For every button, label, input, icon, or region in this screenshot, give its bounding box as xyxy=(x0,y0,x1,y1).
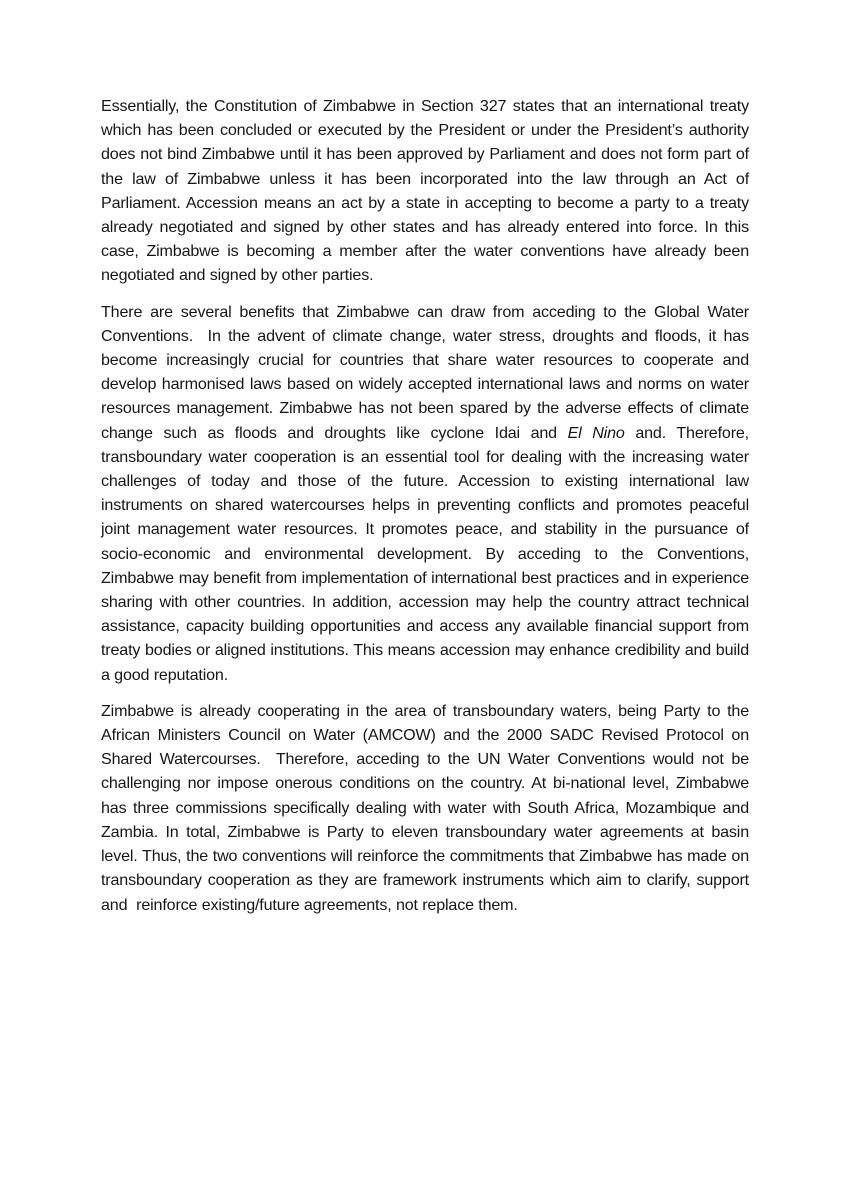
paragraph-constitution-section-327 xyxy=(101,94,754,288)
text-run: There are several benefits that Zimbabwe can draw from acceding to the Global Water Conventions. In the advent of climate change, water stress, droughts and floods, it has become increasingly crucial for countries that share water resources to cooperate and develop harmonised laws based on widely accepted international laws and norms on water resources management. Zimbabwe has not been spared by the adverse effects of climate change such as floods and droughts like cyclone Idai and xyxy=(101,302,754,442)
text-run: Essentially, the Constitution of Zimbabwe in Section 327 states that an international treaty which has been concluded or executed by the President or under the President’s authority does not bind Zimbabwe until it has been approved by Parliament and does not form part of the law of Zimbabwe unless it has been incorporated into the law through an Act of Parliament. Accession means an act by a state in accepting to become a party to a treaty already negotiated and signed by other states and has already entered into force. In this case, Zimbabwe is becoming a member after the water conventions have already been negotiated and signed by other parties. xyxy=(101,97,754,285)
italic-text-run: El Nino xyxy=(567,423,625,442)
text-run: Zimbabwe is already cooperating in the area of transboundary waters, being Party to the African Ministers Council on Water (AMCOW) and the 2000 SADC Revised Protocol on Shared Watercourses. Therefore, acceding to the UN Water Conventions would not be challenging nor impose onerous conditions on the country. At bi-national level, Zimbabwe has three commissions specifically dealing with water with South Africa, Mozambique and Zambia. In total, Zimbabwe is Party to eleven transboundary water agreements at basin level. Thus, the two conventions will reinforce the commitments that Zimbabwe has made on transboundary cooperation as they are framework instruments which aim to clarify, support and reinforce existing/future agreements, not replace them. xyxy=(101,701,754,914)
document-body-text xyxy=(101,94,754,917)
paragraph-benefits-of-acceding xyxy=(101,300,754,687)
text-run: and. Therefore, transboundary water cooperation is an essential tool for dealing with the increasing water challenges of today and those of the future. Accession to existing international law instruments on shared watercourses helps in preventing conflicts and promotes peaceful joint management water resources. It promotes peace, and stability in the pursuance of socio-economic and environmental development. By acceding to the Conventions, Zimbabwe may benefit from implementation of international best practices and in experience sharing with other countries. In addition, accession may help the country attract technical assistance, capacity building opportunities and access any available financial support from treaty bodies or aligned institutions. This means accession may enhance credibility and build a good reputation. xyxy=(101,423,754,684)
paragraph-existing-cooperation xyxy=(101,699,754,917)
